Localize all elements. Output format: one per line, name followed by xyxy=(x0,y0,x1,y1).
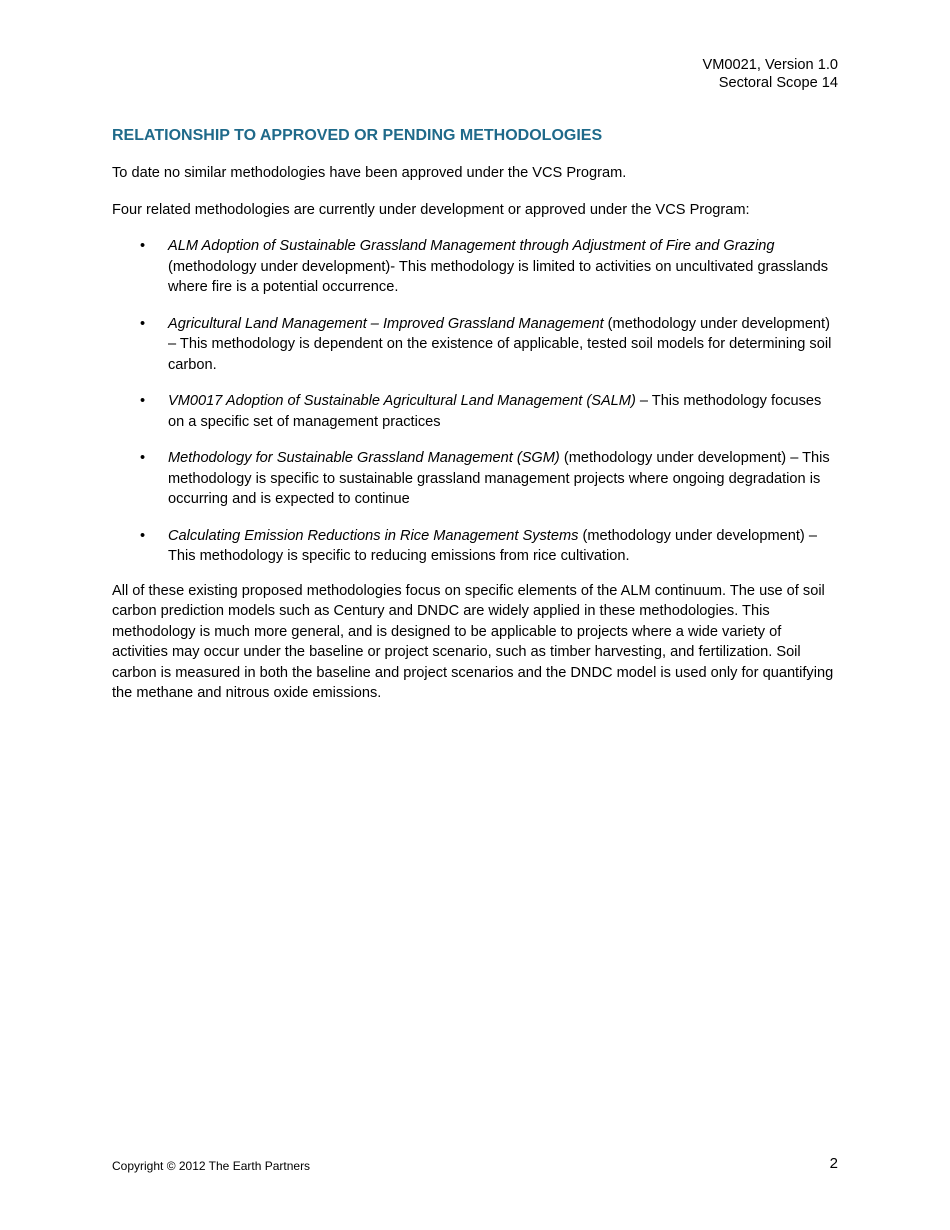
list-item xyxy=(112,236,839,298)
main-content xyxy=(112,126,839,704)
methodology-description: (methodology under development) – This methodology is dependent on the existence of applicable, tested soil models for determining soil carbon. xyxy=(168,315,832,373)
methodology-title: ALM Adoption of Sustainable Grassland Management through Adjustment of Fire and Grazing xyxy=(168,238,775,254)
document-id: VM0021, Version 1.0 xyxy=(702,57,838,73)
page-number: 2 xyxy=(829,1155,838,1172)
list-item xyxy=(112,314,839,376)
bullet-marker: • xyxy=(140,315,146,332)
copyright-notice: Copyright © 2012 The Earth Partners xyxy=(112,1159,311,1173)
sectoral-scope: Sectoral Scope 14 xyxy=(718,75,838,91)
list-item xyxy=(112,526,839,567)
methodology-description: (methodology under development) – This methodology is specific to sustainable grassland management projects where ongoing degradation is occurring and is expected to continue xyxy=(168,450,830,507)
related-intro-paragraph: Four related methodologies are currently under development or approved under the VCS Program: xyxy=(112,201,750,218)
summary-paragraph: All of these existing proposed methodologies focus on specific elements of the ALM continuum. The use of soil carbon prediction models such as Century and DNDC are widely applied in these methodologies. This methodology is much more general, and is designed to be applicable to projects where a wide variety of activities may occur under the baseline or project scenario, such as timber harvesting, and fertilization. Soil carbon is measured in both the baseline and project scenarios and the DNDC model is used only for quantifying the methane and nitrous oxide emissions. xyxy=(112,582,834,701)
methodology-description: (methodology under development)- This methodology is limited to activities on uncultivated grasslands where fire is a potential occurrence. xyxy=(168,258,829,295)
methodology-description: – This methodology focuses on a specific set of management practices xyxy=(168,393,822,430)
document-header xyxy=(703,56,838,92)
list-item xyxy=(112,391,839,432)
list-item xyxy=(112,448,839,510)
methodology-title: Methodology for Sustainable Grassland Management (SGM) xyxy=(168,450,560,466)
methodology-title: Agricultural Land Management – Improved Grassland Management xyxy=(168,315,604,332)
intro-paragraph: To date no similar methodologies have been approved under the VCS Program. xyxy=(112,165,627,181)
bullet-marker: • xyxy=(140,393,146,409)
methodology-title: VM0017 Adoption of Sustainable Agricultural Land Management (SALM) xyxy=(168,393,636,409)
methodology-list xyxy=(112,236,839,567)
bullet-marker: • xyxy=(140,450,146,466)
bullet-marker: • xyxy=(140,238,146,254)
bullet-marker: • xyxy=(140,527,146,544)
section-heading: RELATIONSHIP TO APPROVED OR PENDING METHODOLOGIES xyxy=(112,127,603,144)
methodology-description: (methodology under development) – This methodology is specific to reducing emissions from rice cultivation. xyxy=(168,527,817,564)
methodology-title: Calculating Emission Reductions in Rice Management Systems xyxy=(168,527,579,544)
